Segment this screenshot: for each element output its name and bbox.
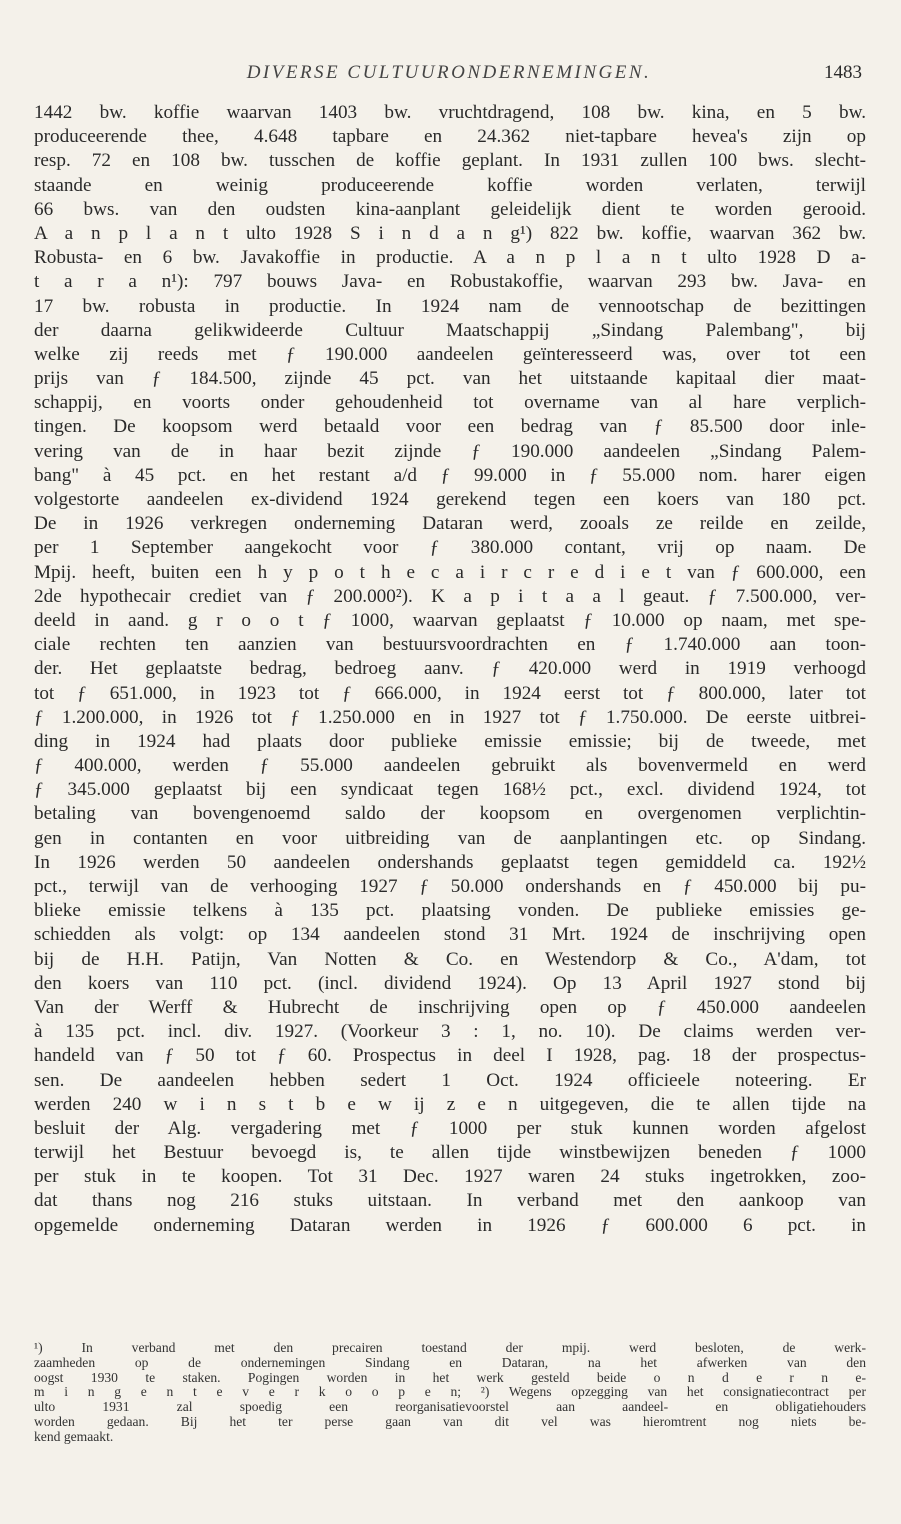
footnotes — [34, 1341, 866, 1445]
text-line: sen. De aandeelen hebben sedert 1 Oct. 1924 officieele noteering. Er — [34, 1069, 866, 1091]
text-line: besluit der Alg. vergadering met ƒ 1000 per stuk kunnen worden afgelost — [34, 1117, 866, 1139]
text-line: blieke emissie telkens à 135 pct. plaatsing vonden. De publieke emissies ge- — [34, 900, 866, 922]
text-line: t a r a n¹): 797 bouws Java- en Robustakoffie, waarvan 293 bw. Java- en — [34, 271, 866, 293]
text-line: tingen. De koopsom werd betaald voor een bedrag van ƒ 85.500 door inle- — [34, 416, 866, 438]
page-header — [36, 60, 862, 88]
text-line: vering van de in haar bezit zijnde ƒ 190.000 aandeelen „Sindang Palem- — [34, 440, 866, 462]
text-line: pct., terwijl van de verhooging 1927 ƒ 50.000 ondershands en ƒ 450.000 bij pu- — [34, 876, 866, 897]
text-line: Robusta- en 6 bw. Javakoffie in productie. A a n p l a n t ulto 1928 D a- — [34, 247, 866, 269]
text-line: ƒ 400.000, werden ƒ 55.000 aandeelen gebruikt als bovenvermeld en werd — [34, 755, 866, 777]
text-line: der. Het geplaatste bedrag, bedroeg aanv. ƒ 420.000 werd in 1919 verhoogd — [34, 658, 866, 680]
text-line: tot ƒ 651.000, in 1923 tot ƒ 666.000, in 1924 eerst tot ƒ 800.000, later tot — [34, 682, 866, 704]
text-line: A a n p l a n t ulto 1928 S i n d a n g¹) 822 bw. koffie, waarvan 362 bw. — [34, 222, 866, 244]
text-line: 2de hypothecair crediet van ƒ 200.000²). K a p i t a a l geaut. ƒ 7.500.000, ver- — [34, 585, 866, 607]
text-line: per 1 September aangekocht voor ƒ 380.000 contant, vrij op naam. De — [34, 537, 866, 559]
text-line: schappij, en voorts onder gehoudenheid tot overname van al hare verplich- — [34, 392, 866, 414]
text-line: In 1926 werden 50 aandeelen ondershands geplaatst tegen gemiddeld ca. 192½ — [34, 851, 866, 873]
text-line: volgestorte aandeelen ex-dividend 1924 gerekend tegen een koers van 180 pct. — [34, 489, 866, 510]
footnote-line: kend gemaakt. — [34, 1428, 114, 1444]
running-title: DIVERSE CULTUURONDERNEMINGEN. — [246, 62, 652, 83]
text-line: werden 240 w i n s t b e w ij z e n uitgegeven, die te allen tijde na — [34, 1093, 866, 1115]
text-line: handeld van ƒ 50 tot ƒ 60. Prospectus in deel I 1928, pag. 18 der prospectus- — [34, 1045, 866, 1067]
text-line: terwijl het Bestuur bevoegd is, te allen tijde winstbewijzen beneden ƒ 1000 — [34, 1142, 866, 1164]
text-line: 66 bws. van den oudsten kina-aanplant geleidelijk dient te worden gerooid. — [34, 198, 866, 220]
text-line: Van der Werff & Hubrecht de inschrijving open op ƒ 450.000 aandeelen — [34, 996, 866, 1018]
text-line: 1442 bw. koffie waarvan 1403 bw. vruchtdragend, 108 bw. kina, en 5 bw. — [34, 102, 866, 123]
footnote-line: m i n g e n t e v e r k o o p e n; ²) Wegens opzegging van het consignatiecontract per — [34, 1384, 866, 1400]
footnote-line: oogst 1930 te staken. Pogingen worden in het werk gesteld beide o n d e r n e- — [34, 1369, 866, 1385]
footnote-line: worden gedaan. Bij het ter perse gaan van dit vel was hieromtrent nog niets be- — [34, 1413, 866, 1429]
footnote-line: zaamheden op de ondernemingen Sindang en Dataran, na het afwerken van den — [34, 1354, 866, 1370]
text-line: ƒ 345.000 geplaatst bij een syndicaat tegen 168½ pct., excl. dividend 1924, tot — [34, 779, 866, 801]
text-line: staande en weinig produceerende koffie worden verlaten, terwijl — [34, 174, 866, 196]
text-line: ƒ 1.200.000, in 1926 tot ƒ 1.250.000 en in 1927 tot ƒ 1.750.000. De eerste uitbrei- — [34, 706, 866, 728]
text-line: bang" à 45 pct. en het restant a/d ƒ 99.000 in ƒ 55.000 nom. harer eigen — [34, 464, 866, 486]
text-line: 17 bw. robusta in productie. In 1924 nam de vennootschap de bezittingen — [34, 295, 866, 317]
text-line: resp. 72 en 108 bw. tusschen de koffie geplant. In 1931 zullen 100 bws. slecht- — [34, 150, 866, 172]
text-line: dat thans nog 216 stuks uitstaan. In verband met den aankoop van — [34, 1190, 866, 1212]
text-line: per stuk in te koopen. Tot 31 Dec. 1927 waren 24 stuks ingetrokken, zoo- — [34, 1166, 866, 1188]
text-line: deeld in aand. g r o o t ƒ 1000, waarvan geplaatst ƒ 10.000 op naam, met spe- — [34, 609, 866, 631]
text-line: betaling van bovengenoemd saldo der koopsom en overgenomen verplichtin- — [34, 803, 866, 825]
text-line: ding in 1924 had plaats door publieke emissie emissie; bij de tweede, met — [34, 730, 866, 752]
body-text — [34, 101, 866, 1238]
text-line: der daarna gelikwideerde Cultuur Maatschappij „Sindang Palembang", bij — [34, 319, 866, 341]
text-line: De in 1926 verkregen onderneming Dataran werd, zooals ze reilde en zeilde, — [34, 513, 866, 535]
text-line: den koers van 110 pct. (incl. dividend 1924). Op 13 April 1927 stond bij — [34, 972, 866, 994]
text-line: produceerende thee, 4.648 tapbare en 24.362 niet-tapbare hevea's zijn op — [34, 126, 866, 148]
page-number: 1483 — [824, 62, 862, 83]
text-line: prijs van ƒ 184.500, zijnde 45 pct. van het uitstaande kapitaal dier maat- — [34, 368, 866, 390]
text-line: schiedden als volgt: op 134 aandeelen stond 31 Mrt. 1924 de inschrijving open — [34, 924, 866, 946]
text-line: gen in contanten en voor uitbreiding van de aanplantingen etc. op Sindang. — [34, 827, 866, 849]
text-line: opgemelde onderneming Dataran werden in 1926 ƒ 600.000 6 pct. in — [34, 1214, 866, 1236]
text-line: welke zij reeds met ƒ 190.000 aandeelen geïnteresseerd was, over tot een — [34, 343, 866, 365]
text-line: ciale rechten ten aanzien van bestuursvoordrachten en ƒ 1.740.000 aan toon- — [34, 634, 866, 656]
text-line: Mpij. heeft, buiten een h y p o t h e c a i r c r e d i e t van ƒ 600.000, een — [34, 561, 866, 583]
footnote-line: ¹) In verband met den precairen toestand der mpij. werd besloten, de werk- — [34, 1340, 866, 1355]
text-line: à 135 pct. incl. div. 1927. (Voorkeur 3 : 1, no. 10). De claims werden ver- — [34, 1021, 866, 1043]
text-line: bij de H.H. Patijn, Van Notten & Co. en Westendorp & Co., A'dam, tot — [34, 948, 866, 970]
footnote-line: ulto 1931 zal spoedig een reorganisatievoorstel aan aandeel- en obligatiehouders — [34, 1399, 866, 1415]
